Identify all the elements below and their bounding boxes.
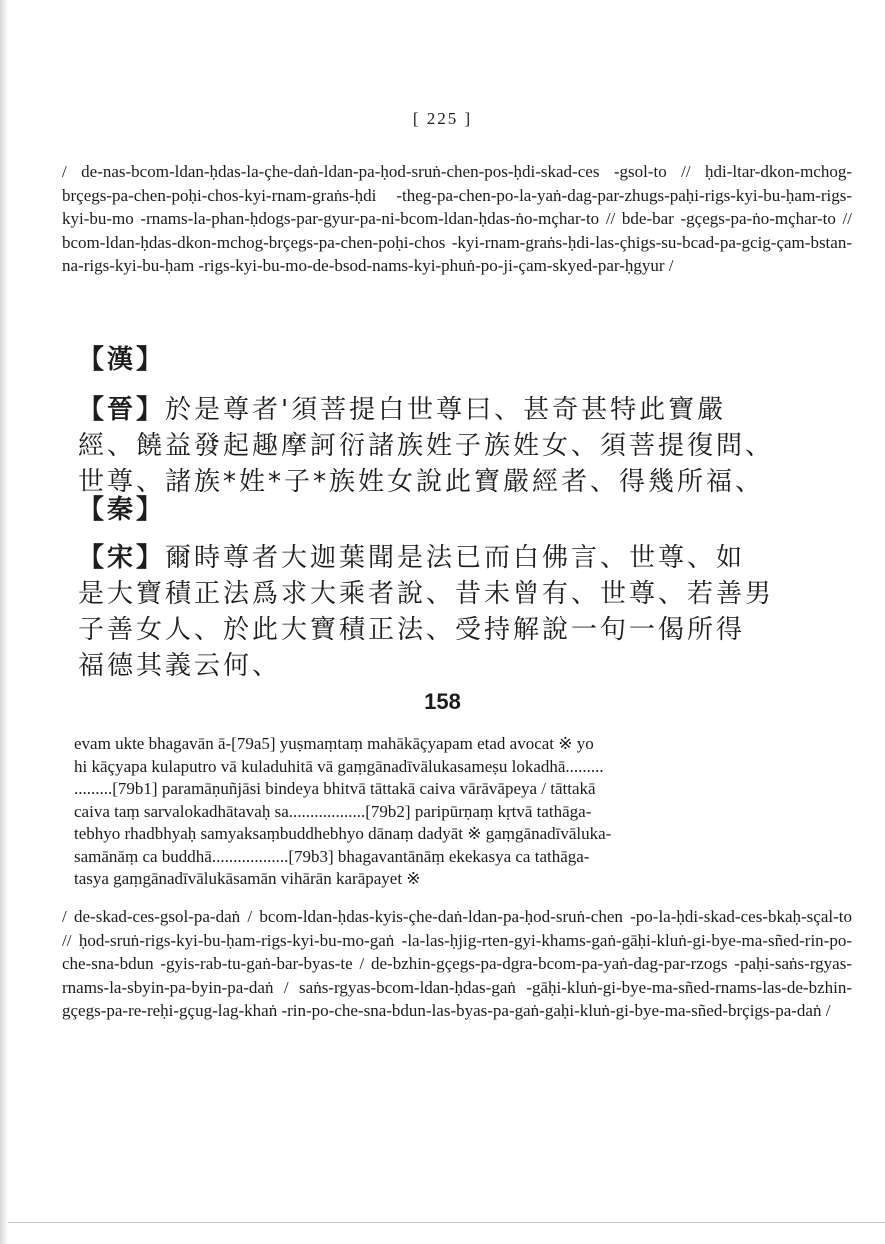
song-line-2: 是大寶積正法爲求大乘者說、昔未曾有、世尊、若善男 [78,579,775,609]
sanskrit-paragraph [74,733,844,891]
song-line-3: 子善女人、於此大寶積正法、受持解說一句一偈所得 [78,615,746,645]
jin-line-3: 世尊、諸族*姓*子*族姓女說此寶嚴經者、得幾所福、 [78,467,765,497]
page-number: [ 225 ] [412,109,473,128]
jin-line-1-text: 於是尊者'須菩提白世尊曰、甚奇甚特此寶嚴 [165,395,727,425]
qin-section [78,492,748,528]
tibetan-paragraph-2: / de-skad-ces-gsol-pa-daṅ / bcom-ldan-ḥdas-kyis-çhe-daṅ-ldan-pa-ḥod-sruṅ-chen -po-la-ḥdi-skad-ces-bkaḥ-sçal-to // ḥod-sruṅ-rigs-kyi-bu-ḥam-rigs-kyi-bu-mo-gaṅ -la-las-ḥjig-rten-gyi-khams-gaṅ-gāḥi-kluṅ-gi-bye-ma-sñed-rin-po-che-sna-bdun -gyis-rab-tu-gaṅ-bar-byas-te / de-bzhin-gçegs-pa-dgra-bcom-pa-yaṅ-dag-par-rzogs -paḥi-saṅs-rgyas-rnams-la-sbyin-pa-byin-pa-daṅ / saṅs-rgyas-bcom-ldan-ḥdas-gaṅ -gāḥi-kluṅ-gi-bye-ma-sñed-rnams-las-de-bzhin-gçegs-pa-re-reḥi-gçug-lag-khaṅ -rin-po-che-sna-bdun-las-byas-pa-gaṅ-gaḥi-kluṅ-gi-bye-ma-sñed-brçigs-pa-daṅ / [62,907,852,1020]
tibetan-paragraph-1: / de-nas-bcom-ldan-ḥdas-la-çhe-daṅ-ldan-pa-ḥod-sruṅ-chen-pos-ḥdi-skad-ces -gsol-to // ḥdi-ltar-dkon-mchog-brçegs-pa-chen-poḥi-chos-kyi-rnam-graṅs-ḥdi -theg-pa-chen-po-la-yaṅ-dag-par-zhugs-paḥi-rigs-kyi-bu-ḥam-rigs-kyi-bu-mo -rnams-la-phan-ḥdogs-par-gyur-pa-ni-bcom-ldan-ḥdas-ṅo-mçhar-to // bde-bar -gçegs-pa-ṅo-mçhar-to // bcom-ldan-ḥdas-dkon-mchog-brçegs-pa-chen-poḥi-chos -kyi-rnam-graṅs-ḥdi-las-çhigs-su-bcad-pa-gcig-çam-bstan-na-rigs-kyi-bu-ḥam -rigs-kyi-bu-mo-de-bsod-nams-kyi-phuṅ-po-ji-çam-skyed-par-ḥgyur / [62,162,852,275]
jin-line-1 [78,392,748,428]
han-tag: 【漢】 [78,345,166,375]
sanskrit-line-1: evam ukte bhagavān ā-[79a5] yuṣmaṃtaṃ mahākāçyapam etad avocat ※ yo [74,734,594,753]
song-line-4: 福德其義云何、 [78,651,282,681]
sanskrit-line-7: tasya gaṃgānadīvālukāsamān vihārān karāpayet ※ [74,869,421,888]
sanskrit-line-3: .........[79b1] paramāṇuñjāsi bindeya bhitvā tāttakā caiva vārāvāpeya / tāttakā [74,779,596,798]
song-tag: 【宋】 [78,543,166,573]
page-edge-shadow [0,0,8,1244]
qin-tag: 【秦】 [78,495,166,525]
sanskrit-line-2: hi kāçyapa kulaputro vā kuladuhitā vā gaṃgānadīvālukasameṣu lokadhā......... [74,756,604,776]
section-number: 158 [424,689,461,714]
jin-tag: 【晉】 [78,395,166,425]
jin-line-2: 經、饒益發起趣摩訶衍諸族姓子族姓女、須菩提復問、 [78,431,775,461]
song-line-1 [78,540,748,576]
sanskrit-line-6: samānāṃ ca buddhā..................[79b3] bhagavantānāṃ ekekasya ca tathāga- [74,846,590,866]
sanskrit-line-5: tebhyo rhadbhyaḥ samyaksaṃbuddhebhyo dānaṃ dadyāt ※ gaṃgānadīvāluka- [74,824,612,843]
han-section [78,342,748,378]
jin-section [78,392,775,500]
sanskrit-line-4: caiva taṃ sarvalokadhātavaḥ sa..................[79b2] paripūrṇaṃ kṛtvā tathāga- [74,801,592,821]
song-line-1-text: 爾時尊者大迦葉聞是法已而白佛言、世尊、如 [165,543,746,573]
bottom-scan-line [8,1222,885,1223]
song-section [78,540,775,684]
